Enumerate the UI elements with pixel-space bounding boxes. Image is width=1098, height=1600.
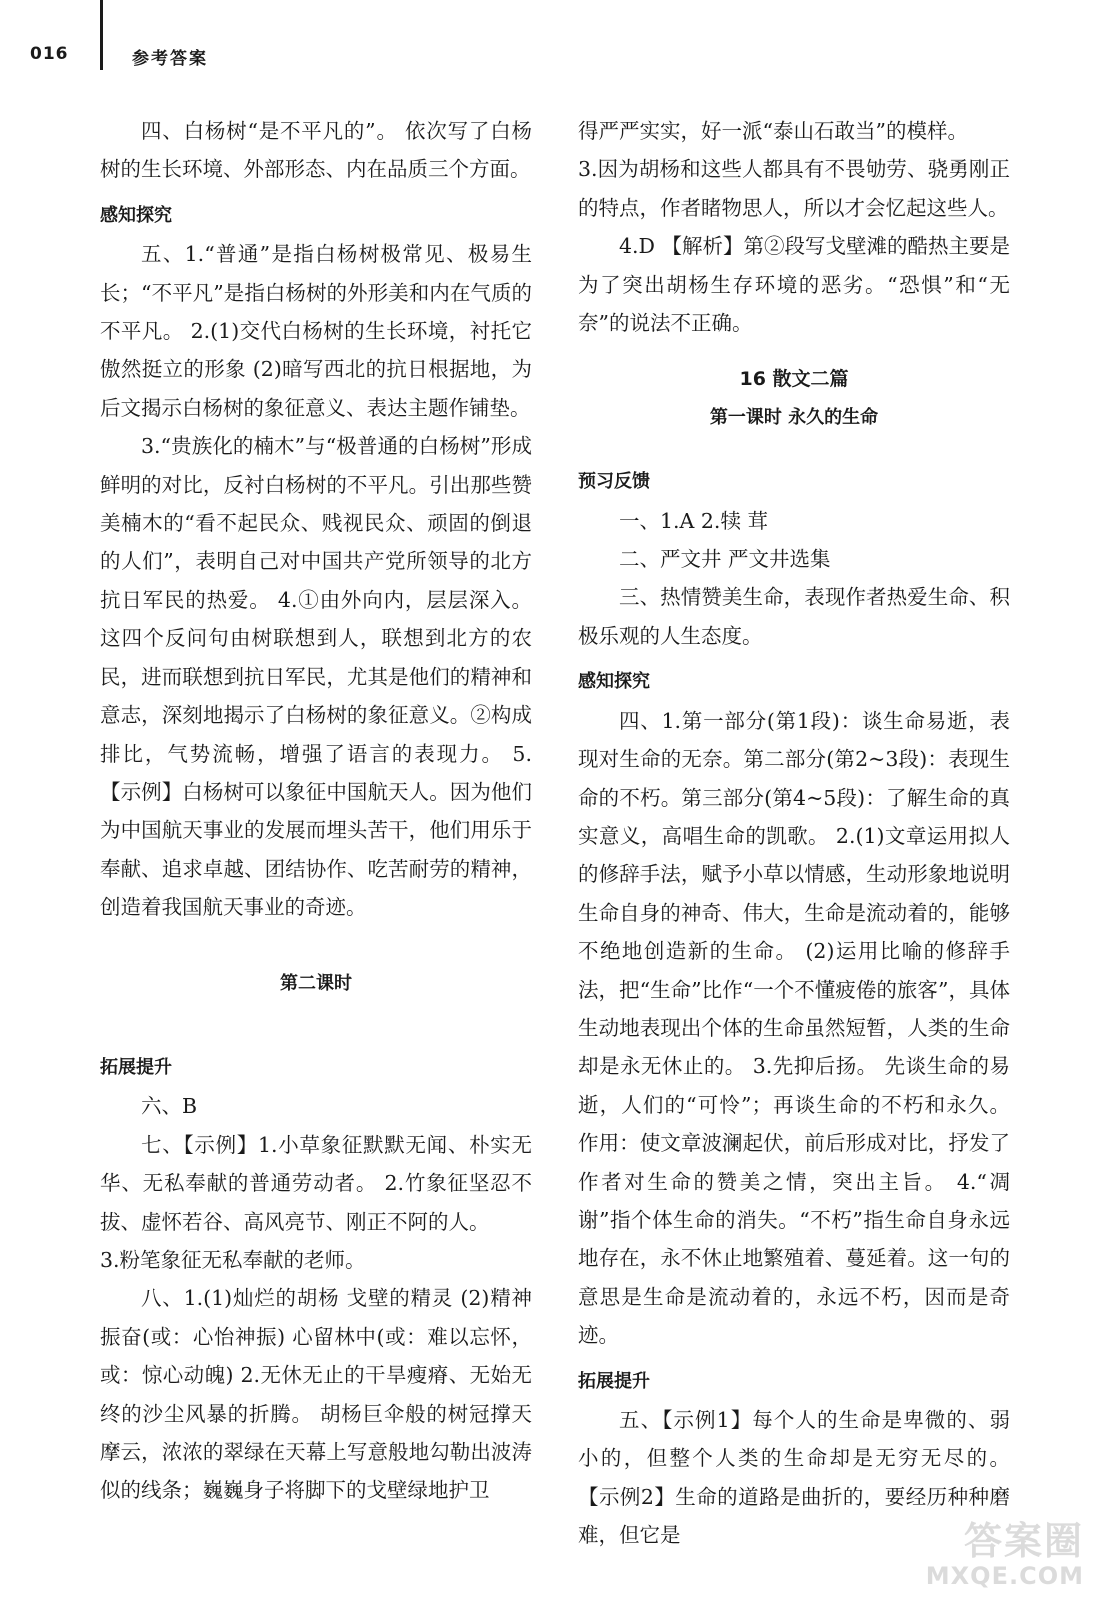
right-column — [578, 112, 1010, 1555]
lesson-heading-2: 第二课时 — [280, 972, 352, 994]
answer-five-right: 五、【示例1】每个人的生命是卑微的、弱小的，但整个人类的生命却是无穷无尽的。 【示例2】生命的道路是曲折的，要经历种种磨难，但它是 — [578, 1408, 1010, 1548]
answer-seven-3: 3.粉笔象征无私奉献的老师。 — [100, 1247, 366, 1272]
page-number: 016 — [30, 44, 69, 64]
section-heading-yuxi: 预习反馈 — [578, 471, 650, 493]
answer-five: 五、1.“普通”是指白杨树极常见、极易生长；“不平凡”是指白杨树的外形美和内在气质的不平凡。 2.(1)交代白杨树的生长环境，衬托它傲然挺立的形象 (2)暗写西北的抗日根据地，为后文揭示白杨树的象征意义、表达主题作铺垫。 — [100, 242, 532, 420]
section-heading-tuozhan: 拓展提升 — [100, 1056, 172, 1078]
answer-eight-3: 3.因为胡杨和这些人都具有不畏劬劳、骁勇刚正的特点，作者睹物思人，所以才会忆起这些人。 — [578, 157, 1010, 220]
answer-eight-4: 4.D 【解析】第②段写戈壁滩的酷热主要是为了突出胡杨生存环境的恶劣。“恐惧”和“无奈”的说法不正确。 — [578, 234, 1011, 336]
answer-four: 四、1.第一部分(第1段)：谈生命易逝，表现对生命的无奈。第二部分(第2~3段)：表现生命的不朽。第三部分(第4~5段)：了解生命的真实意义，高唱生命的凯歌。 2.(1)文章运用拟人的修辞手法，赋予小草以情感，生动形象地说明生命自身的神奇、伟大，生命是流动着的，能够不绝地创造新的生命。 (2)运用比喻的修辞手法，把“生命”比作“一个不懂疲倦的旅客”，具体生动地表现出个体的生命虽然短暂，人类的生命却是永无休止的。 3.先抑后扬。 先谈生命的易逝，人们的“可怜”；再谈生命的不朽和永久。 作用：使文章波澜起伏，前后形成对比，抒发了作者对生命的赞美之情，突出主旨。 4.“凋谢”指个体生命的消失。“不朽”指生命自身永远地存在，永不休止地繁殖着、蔓延着。这一句的意思是生命是流动着的，永远不朽，因而是奇迹。 — [578, 708, 1010, 1348]
answer-eight: 八、1.(1)灿烂的胡杨 戈壁的精灵 (2)精神振奋(或：心怡神振) 心留林中(或：难以忘怀，或：惊心动魄) 2.无休无止的干旱瘦瘠、无始无终的沙尘风暴的折腾。 胡杨巨伞般的树冠撑天摩云，浓浓的翠绿在天幕上写意般地勾勒出波涛似的线条；巍巍身子将脚下的戈壁绿地护卫 — [100, 1286, 532, 1503]
answer-five-3-5: 3.“贵族化的楠木”与“极普通的白杨树”形成鲜明的对比，反衬白杨树的不平凡。引出那些赞美楠木的“看不起民众、贱视民众、顽固的倒退的人们”，表明自己对中国共产党所领导的北方抗日军民的热爱。 4.①由外向内，层层深入。这四个反问句由树联想到人，联想到北方的农民，进而联想到抗日军民，尤其是他们的精神和意志，深刻地揭示了白杨树的象征意义。②构成排比，气势流畅，增强了语言的表现力。 5.【示例】白杨树可以象征中国航天人。因为他们为中国航天事业的发展而埋头苦干，他们用乐于奉献、追求卓越、团结协作、吃苦耐劳的精神，创造着我国航天事业的奇迹。 — [100, 434, 532, 920]
answer-one: 一、1.A 2.犊 茸 — [619, 508, 768, 533]
watermark-site: MXQE.COM — [925, 1562, 1084, 1590]
answer-two: 二、严文井 严文井选集 — [619, 547, 831, 572]
answer-eight-cont: 得严严实实，好一派“泰山石敢当”的模样。 — [578, 119, 968, 143]
section-heading-tuozhan-2: 拓展提升 — [578, 1370, 650, 1392]
answer-seven: 七、【示例】1.小草象征默默无闻、朴实无华、无私奉献的普通劳动者。 2.竹象征坚忍不拔、虚怀若谷、高风亮节、刚正不阿的人。 — [100, 1132, 532, 1234]
watermark-logo: 答案圈 — [963, 1519, 1084, 1563]
answer-four-baiyang: 四、白杨树“是不平凡的”。 依次写了白杨树的生长环境、外部形态、内在品质三个方面。 — [100, 119, 532, 182]
answer-three: 三、热情赞美生命，表现作者热爱生命、积极乐观的人生态度。 — [578, 585, 1010, 648]
header-rule — [100, 0, 103, 70]
watermark — [874, 1510, 1084, 1590]
header-title: 参考答案 — [132, 49, 208, 69]
page-header — [0, 0, 1098, 80]
lesson-heading-1: 第一课时 永久的生命 — [709, 406, 879, 428]
unit-title: 16 散文二篇 — [739, 368, 849, 391]
section-heading-ganzhi: 感知探究 — [100, 204, 172, 226]
left-column — [100, 112, 532, 1510]
answer-six: 六、B — [141, 1094, 198, 1119]
section-heading-ganzhi-2: 感知探究 — [578, 671, 650, 693]
